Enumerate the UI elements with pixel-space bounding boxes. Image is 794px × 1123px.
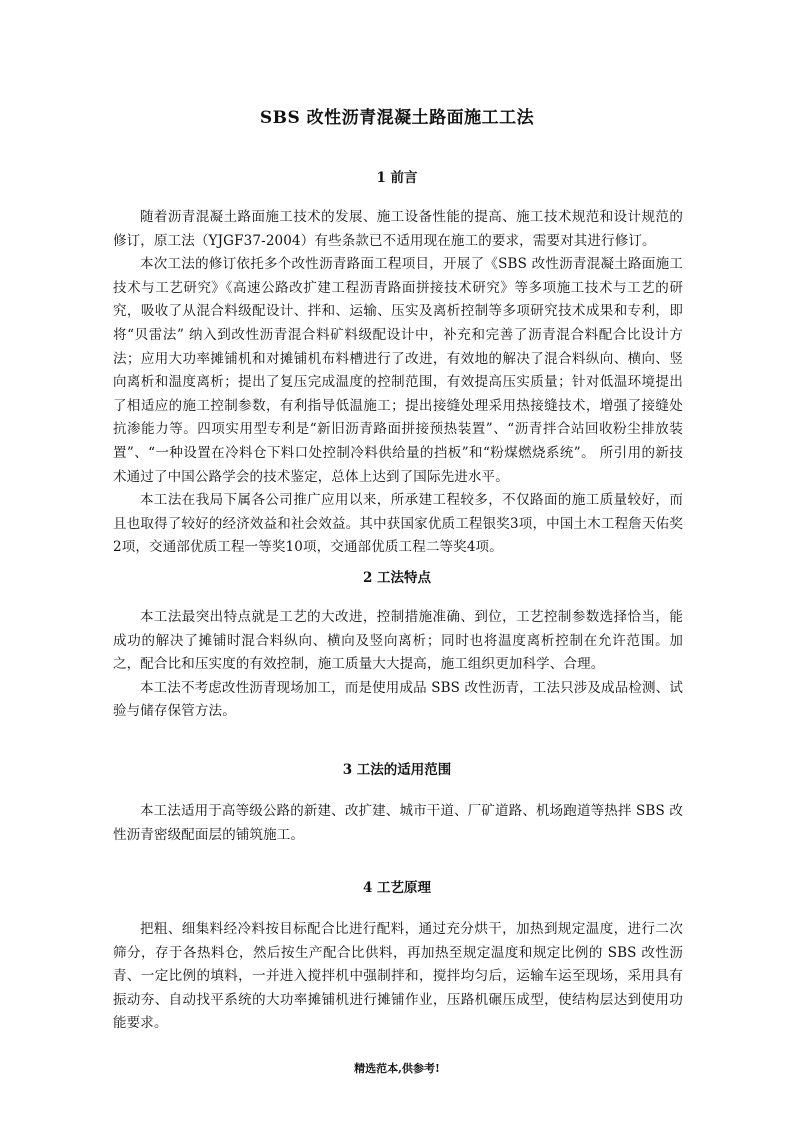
paragraph: 把粗、细集料经冷料按目标配合比进行配料，通过充分烘干，加热到规定温度，进行二次筛分，存于各热料仓，然后按生产配合比供料，再加热至规定温度和规定比例的 SBS 改性沥青、一定比例的填料，一并进入搅拌机中强制拌和，搅拌均匀后，运输车运至现场，采用具有振动夯、自动找平系统的大功率摊铺机进行摊铺作业，压路机碾压成型，使结构层达到使用功能要求。 (113, 921, 683, 1032)
paragraph: 本工法适用于高等级公路的新建、改扩建、城市干道、厂矿道路、机场跑道等热拌 SBS 改性沥青密级配面层的铺筑施工。 (113, 803, 683, 843)
paragraph: 本工法不考虑改性沥青现场加工，而是使用成品 SBS 改性沥青，工法只涉及成品检测、试验与储存保管方法。 (113, 679, 683, 720)
section-body-features (113, 606, 683, 724)
paragraph: 本次工法的修订依托多个改性沥青路面工程项目，开展了《SBS 改性沥青混凝土路面施工技术与工艺研究》《高速公路改扩建工程沥青路面拼接技术研究》等多项施工技术与工艺的研究，吸收了从混合料级配设计、拌和、运输、压实及离析控制等多项研究技术成果和专利，即将“贝雷法” 纳入到改性沥青混合料矿料级配设计中，补充和完善了沥青混合料配合比设计方法；应用大功率摊铺机和对摊铺机布料槽进行了改进，有效地的解决了混合料纵向、横向、竖向离析和温度离析；提出了复压完成温度的控制范围，有效提高压实质量；针对低温环境提出了相适应的施工控制参数，有利指导低温施工；提出接缝处理采用热接缝技术，增强了接缝处抗渗能力等。四项实用型专利是“新旧沥青路面拼接预热装置”、“沥青拌合站回收粉尘排放装置”、“一种设置在冷料仓下料口处控制冷料供给量的挡板”和“粉煤燃烧系统”。 所引用的新技术通过了中国公路学会的技术鉴定，总体上达到了国际先进水平。 (113, 256, 683, 485)
section-heading-preface: 1 前言 (376, 170, 418, 186)
document-title: SBS 改性沥青混凝土路面施工工法 (259, 108, 535, 128)
page-footer: 精选范本,供参考! (354, 1062, 440, 1075)
paragraph: 随着沥青混凝土路面施工技术的发展、施工设备性能的提高、施工技术规范和设计规范的修订，原工法（YJGF37-2004）有些条款已不适用现在施工的要求，需要对其进行修订。 (113, 209, 683, 249)
section-body-principle (113, 918, 683, 1036)
section-heading-principle: 4 工艺原理 (362, 880, 432, 896)
paragraph: 本工法最突出特点就是工艺的大改进，控制措施准确、到位，工艺控制参数选择恰当，能成功的解决了摊铺时混合料纵向、横向及竖向离析；同时也将温度离析控制在允许范围。加之，配合比和压实度的有效控制，施工质量大大提高，施工组织更加科学、合理。 (113, 609, 683, 673)
section-body-preface (113, 206, 683, 560)
section-heading-scope: 3 工法的适用范围 (342, 762, 452, 778)
section-heading-features: 2 工法特点 (362, 570, 432, 586)
section-body-scope (113, 800, 683, 847)
paragraph: 本工法在我局下属各公司推广应用以来，所承建工程较多，不仅路面的施工质量较好，而且也取得了较好的经济效益和社会效益。其中获国家优质工程银奖3项，中国土木工程詹天佑奖2项，交通部优质工程一等奖10项，交通部优质工程二等奖4项。 (113, 492, 683, 556)
